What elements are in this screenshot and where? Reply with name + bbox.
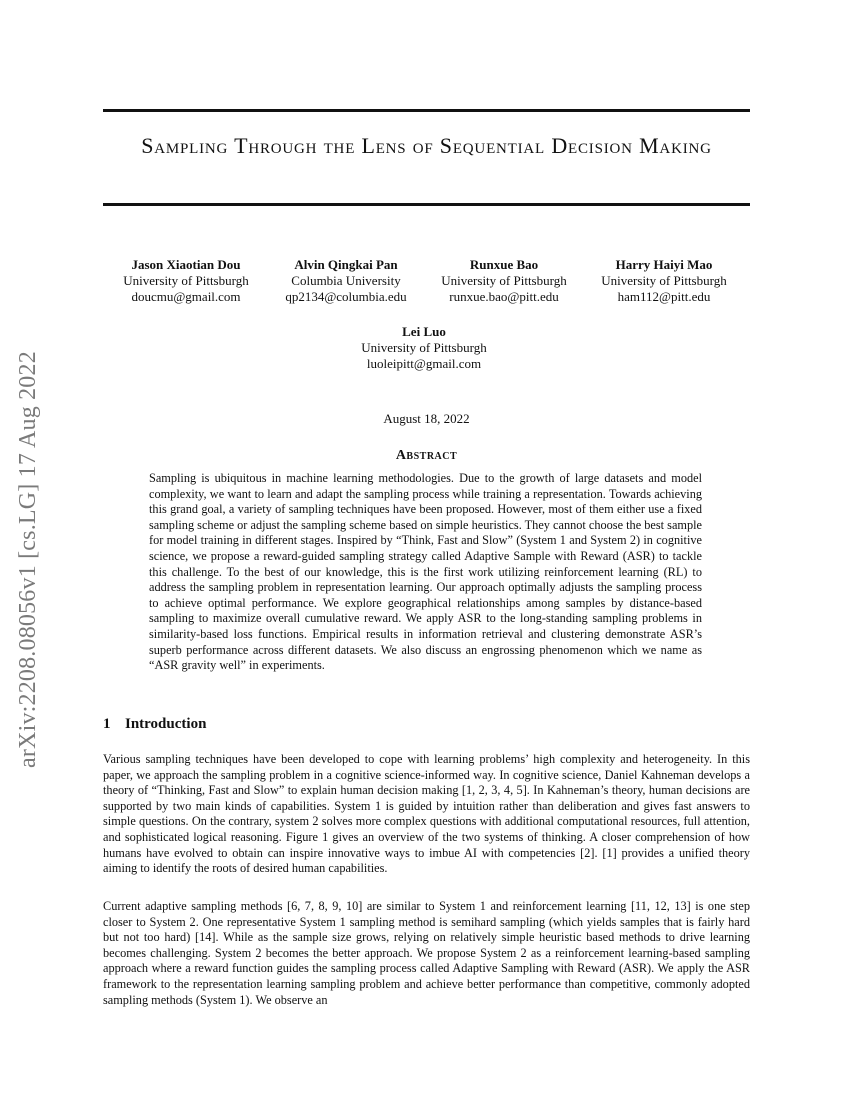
title-top-rule [103, 109, 750, 112]
author-name: Harry Haiyi Mao [615, 257, 713, 272]
author-affiliation: Columbia University [291, 273, 401, 288]
author-name: Jason Xiaotian Dou [131, 257, 241, 272]
author-block [113, 257, 259, 305]
section-title: Introduction [125, 716, 207, 732]
author-affiliation: University of Pittsburgh [601, 273, 727, 288]
body-paragraph: Various sampling techniques have been developed to cope with learning problems’ high complexity and heterogeneity. In this paper, we approach the sampling problem in a cognitive science-informed way. In cognitive science, Daniel Kahneman develops a theory of “Thinking, Fast and Slow” to explain human decision making [1, 2, 3, 4, 5]. In Kahneman’s theory, human decisions are supported by two main kinds of capabilities. System 1 is guided by intuition rather than deliberation and gives fast answers to simple questions. On the contrary, system 2 solves more complex questions with additional computational resources, full attention, and sophisticated logical reasoning. Figure 1 gives an overview of the two systems of thinking. A closer comprehension of how humans have evolved to obtain can inspire innovative ways to imbue AI with competencies [2]. [1] provides a unified theory aiming to identify the roots of desired human capabilities. [103, 752, 750, 876]
author-email: qp2134@columbia.edu [285, 289, 407, 304]
paper-title: Sampling Through the Lens of Sequential Decision Making [141, 133, 712, 158]
author-affiliation: University of Pittsburgh [441, 273, 567, 288]
section-number: 1 [103, 716, 111, 732]
author-email: luoleipitt@gmail.com [366, 356, 482, 371]
author-email: doucmu@gmail.com [131, 289, 241, 304]
body-paragraph: Current adaptive sampling methods [6, 7, 8, 9, 10] are similar to System 1 and reinforcement learning [11, 12, 13] is one step closer to System 2. One representative System 1 sampling method is semihard sampling (which yields samples that is fairly hard but not too hard) [14]. While as the sample size grows, relying on relatively simple heuristic based methods to drive learning becomes challenging. System 2 becomes the better approach. We propose System 2 as a reinforcement learning-based sampling approach where a reward function guides the sampling process called Adaptive Sampling with Reward (ASR). We apply the ASR framework to the representation learning sampling problem and achieve better performance than competitive, commonly adopted sampling methods (System 1). We observe an [103, 899, 750, 1007]
author-email: ham112@pitt.edu [617, 289, 711, 304]
author-affiliation: University of Pittsburgh [361, 340, 487, 355]
author-block [591, 257, 737, 305]
author-name: Runxue Bao [469, 257, 539, 272]
author-affiliation: University of Pittsburgh [123, 273, 249, 288]
abstract-text: Sampling is ubiquitous in machine learning methodologies. Due to the growth of large datasets and model complexity, we want to learn and adapt the sampling process while training a representation. Towards achieving this grand goal, a variety of sampling techniques have been proposed. However, most of them either use a fixed sampling scheme or adjust the sampling scheme based on simple heuristics. They cannot choose the best sample for model training in different stages. Inspired by “Think, Fast and Slow” (System 1 and System 2) in cognitive science, we propose a reward-guided sampling strategy called Adaptive Sample with Reward (ASR) to tackle this challenge. To the best of our knowledge, this is the first work utilizing reinforcement learning (RL) to address the sampling problem in representation learning. Our approach optimally adjusts the sampling process to achieve optimal performance. We explore geographical relationships among samples by distance-based sampling to maximize overall cumulative reward. We apply ASR to the long-standing sampling problems in similarity-based loss functions. Empirical results in information retrieval and clustering demonstrate ASR’s superb performance across different datasets. We also discuss an engrossing phenomenon which we name as “ASR gravity well” in experiments. [149, 471, 702, 673]
author-block [351, 324, 497, 372]
arxiv-identifier: arXiv:2208.08056v1 [cs.LG] 17 Aug 2022 [15, 351, 41, 768]
title-bottom-rule [103, 203, 750, 206]
author-email: runxue.bao@pitt.edu [449, 289, 559, 304]
author-block [431, 257, 577, 305]
abstract-heading: Abstract [395, 448, 458, 463]
publication-date: August 18, 2022 [383, 411, 470, 426]
author-name: Lei Luo [402, 324, 446, 339]
author-block [273, 257, 419, 305]
section-heading [103, 716, 206, 733]
author-name: Alvin Qingkai Pan [294, 257, 398, 272]
